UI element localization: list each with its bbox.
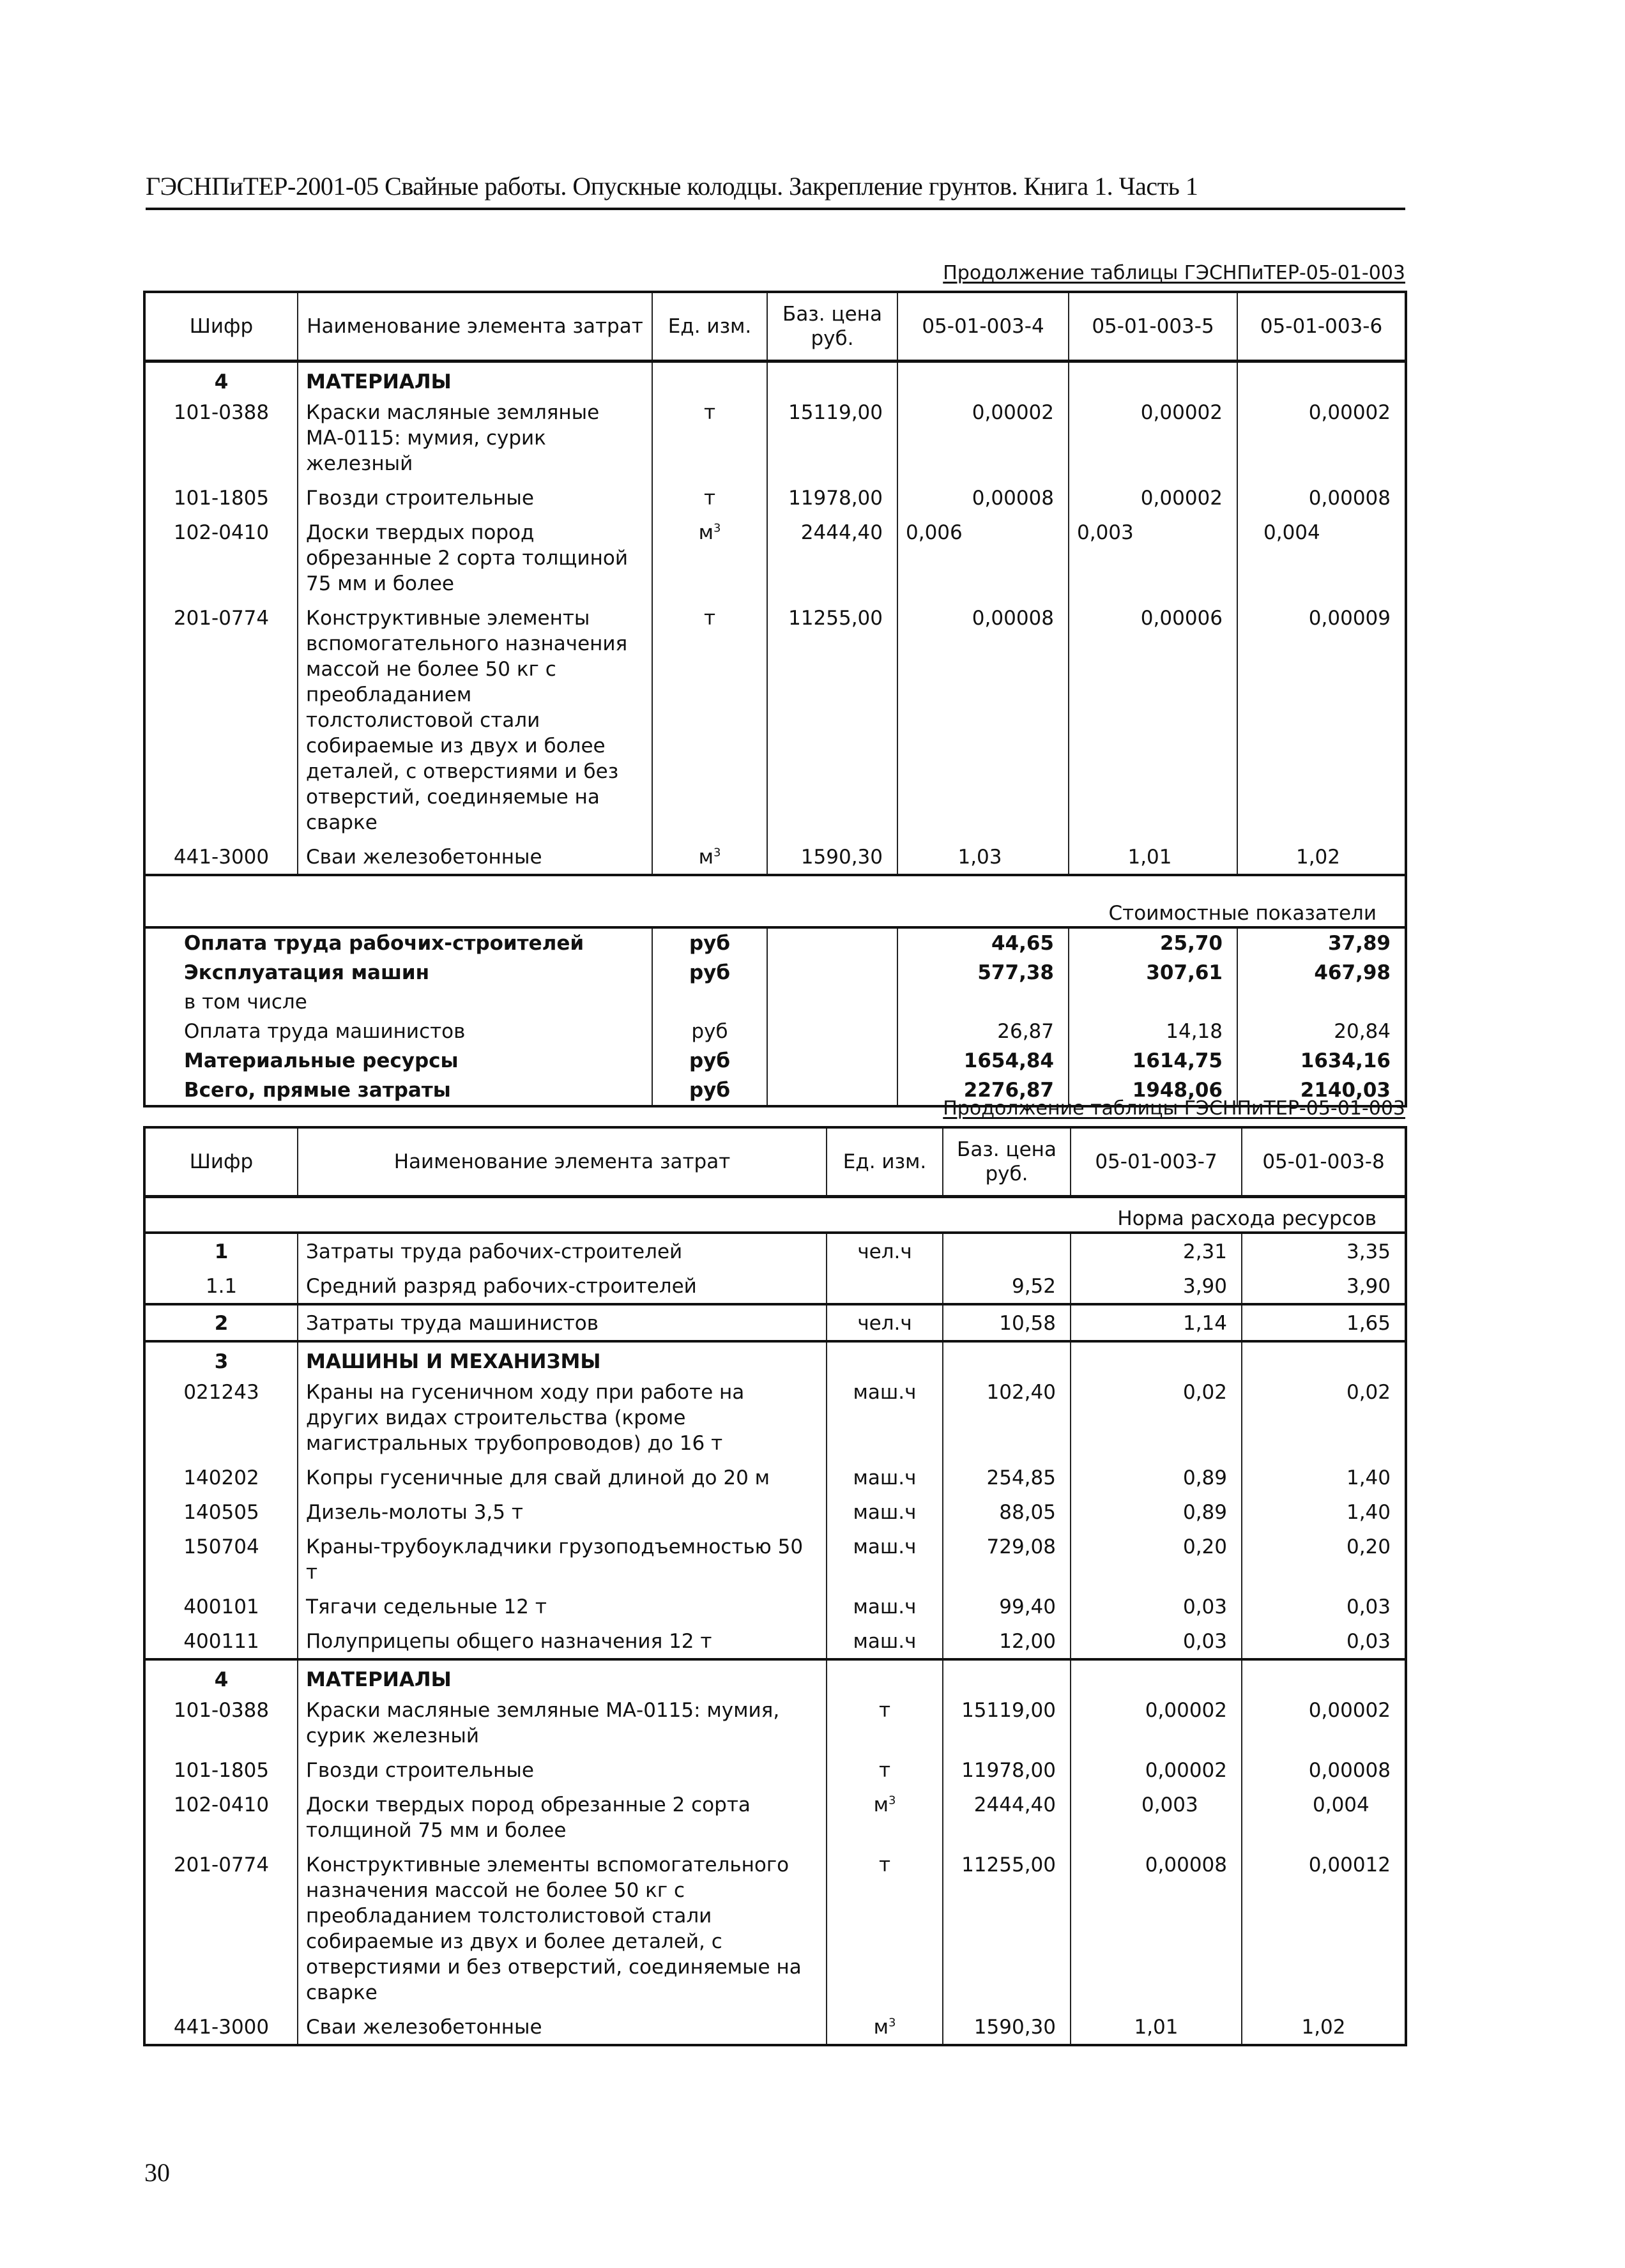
- table-row: 102-0410 Доски твердых пород обрезанные 2 сорта толщиной 75 мм и более $м^3$ 2444,40 0,003 0,004: [144, 1787, 1406, 1847]
- table1: [143, 291, 1407, 1107]
- table-row: 140505 Дизель-молоты 3,5 т маш.ч 88,05 0,89 1,40: [144, 1495, 1406, 1529]
- col-name: Наименование элемента затрат: [298, 1127, 827, 1197]
- table-row: 400111 Полуприцепы общего назначения 12 т маш.ч 12,00 0,03 0,03: [144, 1624, 1406, 1659]
- page-number: 30: [144, 2158, 170, 2187]
- table1-caption: Продолжение таблицы ГЭСНПиТЕР-05-01-003: [943, 262, 1405, 284]
- table2-header-row: [144, 1127, 1406, 1197]
- table-row: 102-0410 Доски твердых пород обрезанные 2 сорта толщиной 75 мм и более $м^3$ 2444,40 0,006 0,003 0,004: [144, 515, 1406, 600]
- table-row: 101-0388 Краски масляные земляные МА-0115: мумия, сурик железный т 15119,00 0,00002 0,00002: [144, 1693, 1406, 1753]
- cost-row: Оплата труда машинистов руб 26,87 14,18 20,84: [144, 1017, 1406, 1046]
- table1-header-row: [144, 292, 1406, 362]
- col-05-01-003-5: 05-01-003-5: [1069, 292, 1237, 362]
- table-row: 1.1 Средний разряд рабочих-строителей 9,52 3,90 3,90: [144, 1268, 1406, 1304]
- table-row: 2 Затраты труда машинистов чел.ч 10,58 1,14 1,65: [144, 1304, 1406, 1341]
- section-row: 3 МАШИНЫ И МЕХАНИЗМЫ: [144, 1341, 1406, 1374]
- table-row: 150704 Краны-трубоукладчики грузоподъемностью 50 т маш.ч 729,08 0,20 0,20: [144, 1529, 1406, 1589]
- section-row: 4 МАТЕРИАЛЫ: [144, 362, 1406, 395]
- cost-row-total: Всего, прямые затраты руб 2276,87 1948,06 2140,03: [144, 1076, 1406, 1106]
- table-row: 101-1805 Гвозди строительные т 11978,00 0,00002 0,00008: [144, 1753, 1406, 1787]
- cost-row: Оплата труда рабочих-строителей руб 44,65 25,70 37,89: [144, 927, 1406, 958]
- col-name: Наименование элемента затрат: [298, 292, 652, 362]
- cost-band: Стоимостные показатели: [144, 875, 1406, 927]
- table-row: 201-0774 Конструктивные элементы вспомогательного назначения массой не более 50 кг с преобладанием толстолистовой стали собираемые из двух и более деталей, с отверстиями и без отверстий, соединяемые на сварке т 11255,00 0,00008 0,00012: [144, 1847, 1406, 2009]
- table2: [143, 1126, 1407, 2046]
- norm-band: Норма расхода ресурсов: [144, 1197, 1406, 1233]
- table-row: 1 Затраты труда рабочих-строителей чел.ч 2,31 3,35: [144, 1233, 1406, 1268]
- table-row: 101-1805 Гвозди строительные т 11978,00 0,00008 0,00002 0,00008: [144, 480, 1406, 515]
- table-row: 441-3000 Сваи железобетонные $м^3$ 1590,30 1,01 1,02: [144, 2009, 1406, 2045]
- col-unit: Ед. изм.: [652, 292, 767, 362]
- col-code: Шифр: [144, 1127, 298, 1197]
- col-unit: Ед. изм.: [827, 1127, 943, 1197]
- table-row: 140202 Копры гусеничные для свай длиной до 20 м маш.ч 254,85 0,89 1,40: [144, 1460, 1406, 1495]
- section-row: 4 МАТЕРИАЛЫ: [144, 1659, 1406, 1693]
- col-code: Шифр: [144, 292, 298, 362]
- table-row: 101-0388 Краски масляные земляные МА-0115: мумия, сурик железный т 15119,00 0,00002 0,00002 0,00002: [144, 395, 1406, 480]
- col-05-01-003-8: 05-01-003-8: [1242, 1127, 1406, 1197]
- table-row: 400101 Тягачи седельные 12 т маш.ч 99,40 0,03 0,03: [144, 1589, 1406, 1624]
- table-row: 441-3000 Сваи железобетонные $м^3$ 1590,30 1,03 1,01 1,02: [144, 839, 1406, 875]
- cost-row: Материальные ресурсы руб 1654,84 1614,75 1634,16: [144, 1046, 1406, 1076]
- col-05-01-003-7: 05-01-003-7: [1071, 1127, 1242, 1197]
- cost-row: Эксплуатация машин руб 577,38 307,61 467,98: [144, 958, 1406, 987]
- col-price: Баз. цена руб.: [767, 292, 897, 362]
- table-row: 021243 Краны на гусеничном ходу при работе на других видах строительства (кроме магистральных трубопроводов) до 16 т маш.ч 102,40 0,02 0,02: [144, 1374, 1406, 1460]
- cost-row: в том числе: [144, 987, 1406, 1017]
- running-title: ГЭСНПиТЕР-2001-05 Свайные работы. Опускные колодцы. Закрепление грунтов. Книга 1. Часть 1: [146, 171, 1405, 210]
- col-05-01-003-6: 05-01-003-6: [1237, 292, 1406, 362]
- table2-caption: Продолжение таблицы ГЭСНПиТЕР-05-01-003: [943, 1097, 1405, 1120]
- table-row: 201-0774 Конструктивные элементы вспомогательного назначения массой не более 50 кг с преобладанием толстолистовой стали собираемые из двух и более деталей, с отверстиями и без отверстий, соединяемые на сварке т 11255,00 0,00008 0,00006 0,00009: [144, 600, 1406, 839]
- col-price: Баз. цена руб.: [943, 1127, 1071, 1197]
- col-05-01-003-4: 05-01-003-4: [897, 292, 1069, 362]
